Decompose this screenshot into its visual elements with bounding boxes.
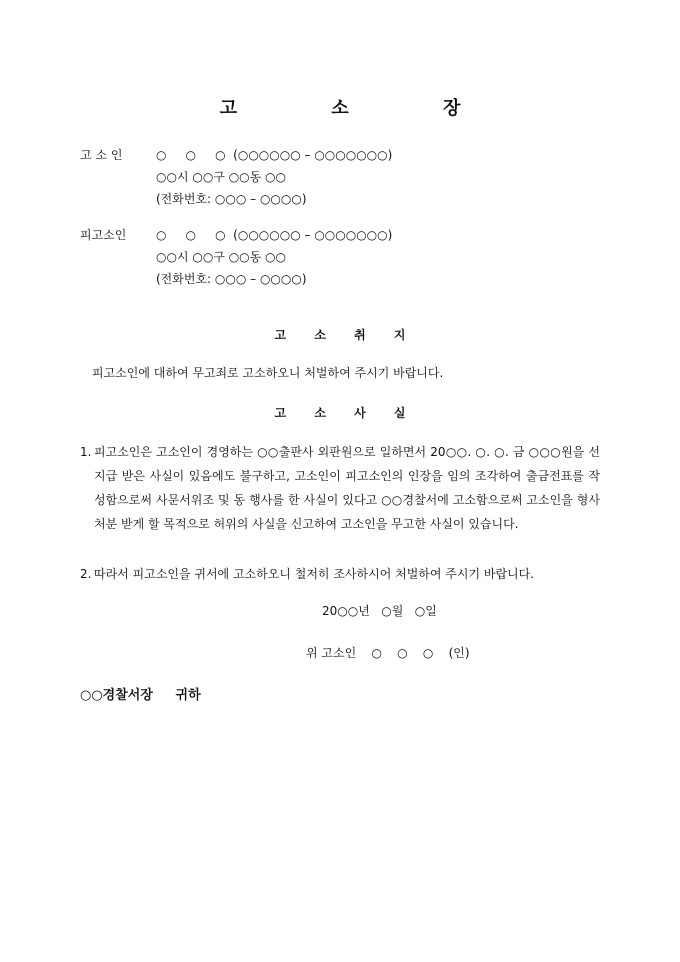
fact-number: 2. [80,567,92,581]
facts-heading: 고 소 사 실 [274,406,418,420]
complainant-name-id: ○ ○ ○ (○○○○○○ – ○○○○○○○) [156,148,393,162]
document-title: 고 소 장 [219,98,505,119]
complainant-label: 고 소 인 [80,148,123,162]
accused-address: ○○시 ○○구 ○○동 ○○ [156,250,286,264]
purpose-text: 피고소인에 대하여 무고죄로 고소하오니 처벌하여 주시기 바랍니다. [92,366,444,380]
purpose-heading: 고 소 취 지 [274,328,418,342]
fact-text: 따라서 피고소인을 귀서에 고소하오니 철저히 조사하시어 처벌하여 주시기 바랍니다. [94,567,535,581]
complainant-phone: (전화번호: ○○○ – ○○○○) [156,192,307,206]
addressee: ○○경찰서장 귀하 [80,688,201,703]
fact-item-1 [80,440,600,536]
filing-date: 20○○년 ○월 ○일 [322,604,437,618]
fact-item-2 [80,562,600,586]
fact-text: 피고소인은 고소인이 경영하는 ○○출판사 외판원으로 일하면서 20○○. ○. ○. 금 ○○○원을 선 지급 받은 사실이 있음에도 불구하고, 고소인이 피고소인의 인장을 임의 조각하여 출금전표를 작성함으로써 사문서위조 및 동 행사를 한 사실이 있다고 ○○경찰서에 고소함으로써 고소인을 형사처분 받게 할 목적으로 허위의 사실을 신고하여 고소인을 무고한 사실이 있습니다. [94,445,600,531]
accused-phone: (전화번호: ○○○ – ○○○○) [156,272,307,286]
accused-name-id: ○ ○ ○ (○○○○○○ – ○○○○○○○) [156,228,393,242]
accused-label: 피고소인 [80,228,127,242]
fact-number: 1. [80,445,92,459]
complainant-signature: 위 고소인 ○ ○ ○ (인) [306,646,470,660]
complainant-address: ○○시 ○○구 ○○동 ○○ [156,170,286,184]
